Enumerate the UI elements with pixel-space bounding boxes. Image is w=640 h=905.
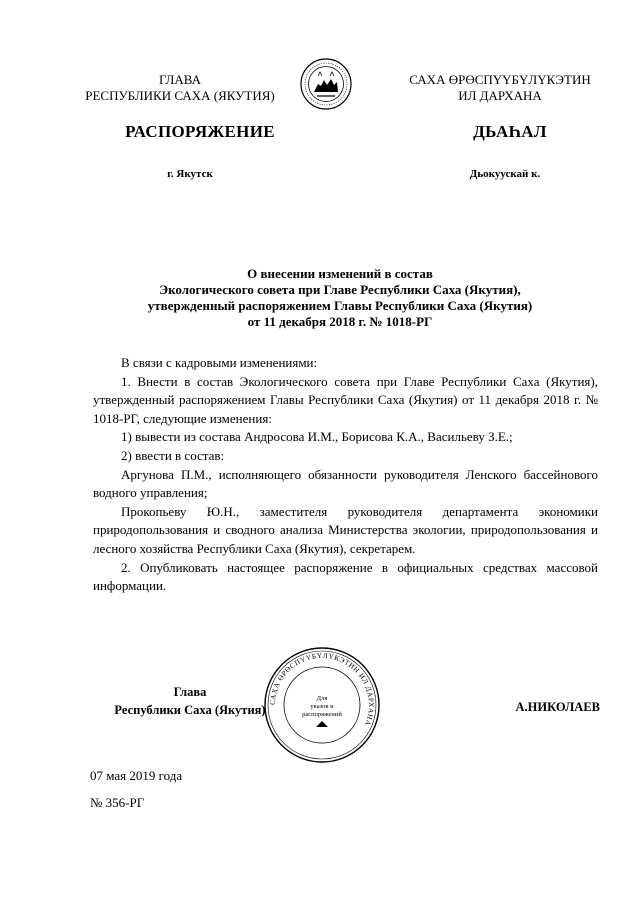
document-number: № 356-РГ bbox=[90, 795, 145, 810]
republic-emblem-icon bbox=[300, 58, 352, 110]
title-line: утвержденный распоряжением Главы Республики Саха (Якутия) bbox=[147, 298, 533, 313]
city-ru: г. Якутск bbox=[167, 168, 213, 180]
issuer-title-sah: ИЛ ДАРХАНА bbox=[458, 88, 542, 103]
stamp-ring-text: САХА ӨРӨСПҮҮБҮЛҮКЭТИН ИЛ ДАРХАНА bbox=[268, 651, 376, 727]
stamp-center-text: Для bbox=[316, 695, 328, 702]
body-paragraph: Прокопьеву Ю.Н., заместителя руководителя департамента экономики природопользования и сводного анализа Министерства экологии, природопользования и лесного хозяйства Республики Саха (Якутия), секретарем. bbox=[93, 503, 598, 556]
signatory-position: Глава bbox=[173, 685, 207, 699]
stamp-center-text: указов и bbox=[310, 703, 334, 710]
stamp-mark-icon bbox=[316, 721, 328, 727]
signatory-name: А.НИКОЛАЕВ bbox=[515, 700, 600, 714]
document-type-ru: РАСПОРЯЖЕНИЕ bbox=[125, 122, 275, 141]
issuer-header-ru bbox=[70, 72, 290, 104]
issuer-republic-sah: САХА ӨРӨСПҮҮБҮЛҮКЭТИН bbox=[409, 72, 591, 87]
issuer-header-sah bbox=[380, 72, 620, 104]
document-body bbox=[93, 354, 598, 596]
body-paragraph: 2) ввести в состав: bbox=[121, 447, 225, 463]
body-paragraph: 1. Внести в состав Экологического совета при Главе Республики Саха (Якутия), утвержденный распоряжением Главы Республики Саха (Якутия) от 11 декабря 2018 г. № 1018-РГ, следующие изменения: bbox=[93, 373, 598, 426]
title-line: О внесении изменений в состав bbox=[247, 266, 433, 281]
city-sah: Дьокуускай к. bbox=[469, 168, 541, 180]
body-paragraph: Аргунова П.М., исполняющего обязанности руководителя Ленского бассейнового водного управления; bbox=[93, 466, 598, 501]
issuer-title-ru: ГЛАВА bbox=[159, 72, 201, 87]
body-paragraph: 1) вывести из состава Андросова И.М., Борисова К.А., Васильеву З.Е.; bbox=[121, 429, 513, 445]
signatory-organization: Республики Саха (Якутия) bbox=[114, 703, 266, 717]
title-line: от 11 декабря 2018 г. № 1018-РГ bbox=[247, 314, 433, 329]
body-paragraph: 2. Опубликовать настоящее распоряжение в официальных средствах массовой информации. bbox=[93, 559, 598, 594]
official-stamp bbox=[262, 645, 382, 765]
issuer-republic-ru: РЕСПУБЛИКИ САХА (ЯКУТИЯ) bbox=[85, 88, 275, 103]
document-type-sah: ДЬАҺАЛ bbox=[473, 122, 547, 141]
signatory-title bbox=[90, 683, 290, 719]
document-date: 07 мая 2019 года bbox=[90, 768, 183, 783]
stamp-center-text: распоряжений bbox=[302, 711, 342, 718]
body-paragraph: В связи с кадровыми изменениями: bbox=[121, 355, 318, 370]
document-title bbox=[90, 266, 590, 330]
title-line: Экологического совета при Главе Республики Саха (Якутия), bbox=[159, 282, 521, 297]
